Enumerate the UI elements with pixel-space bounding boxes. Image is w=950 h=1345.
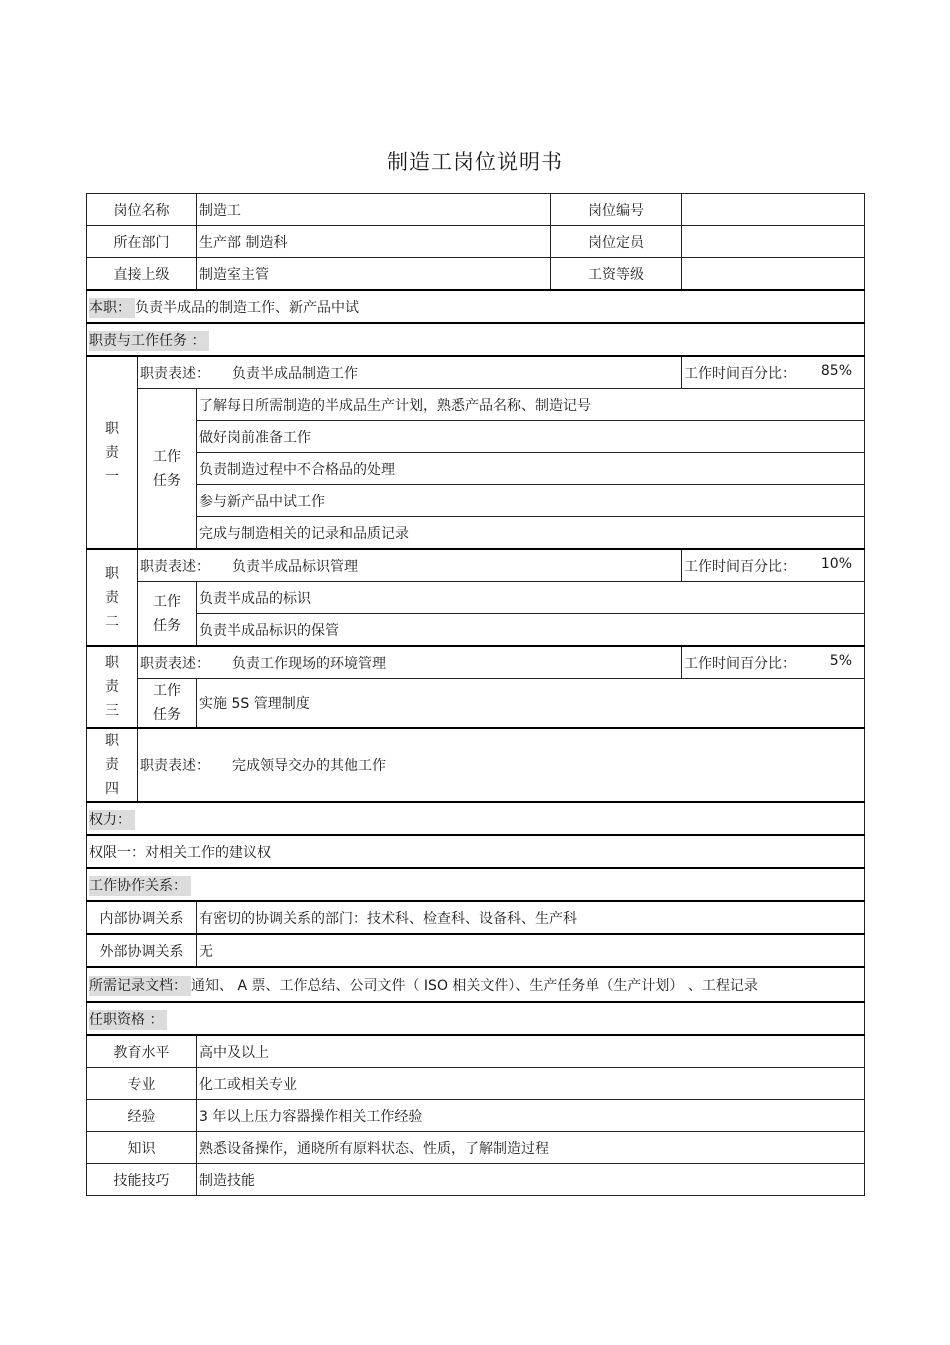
- qualification-row: [87, 1035, 865, 1068]
- internal-relations-label: 内部协调关系: [87, 901, 197, 934]
- desc-label: 职责表述：: [140, 365, 210, 382]
- duty-1-pct: 85%: [820, 362, 852, 379]
- duty-1-task-3: 负责制造过程中不合格品的处理: [197, 453, 865, 485]
- main-duty-label: 本职：: [89, 298, 135, 318]
- skills-value: 制造技能: [197, 1164, 865, 1196]
- job-description-form: [86, 193, 864, 1196]
- duty-1-task-1: 了解每日所需制造的半成品生产计划，熟悉产品名称、制造记号: [197, 389, 865, 421]
- duty-3-task-label: 工作 任务: [138, 679, 197, 729]
- skills-label: 技能技巧: [87, 1164, 197, 1196]
- duty-2-task-row: [87, 582, 865, 614]
- row-relations-header: [87, 868, 865, 901]
- duty-2-desc-row: 职 责 二 职责表述： 负责半成品标识管理 工作时间百分比： 10%: [87, 549, 865, 582]
- row-qualification-header: [87, 1002, 865, 1035]
- duty-3-task-row: [87, 679, 865, 729]
- row-authority-1: [87, 835, 865, 868]
- records-label: 所需记录文档：: [89, 976, 191, 996]
- records-value: 通知、 A 票、工作总结、公司文件（ ISO 相关文件）、生产任务单（生产计划） 、工程记录: [191, 977, 758, 994]
- supervisor-value: 制造室主管: [197, 258, 551, 291]
- internal-relations-value: 有密切的协调关系的部门：技术科、检查科、设备科、生产科: [197, 901, 865, 934]
- duty-3-pct: 5%: [829, 652, 852, 669]
- duty-4-label: 职 责 四: [87, 728, 138, 802]
- row-supervisor: [87, 258, 865, 291]
- qualification-row: [87, 1132, 865, 1164]
- duty-1-task-2: 做好岗前准备工作: [197, 421, 865, 453]
- page-title: 制造工岗位说明书: [387, 150, 563, 174]
- duty-4-desc: 完成领导交办的其他工作: [232, 758, 386, 774]
- time-pct-label: 工作时间百分比：: [684, 365, 796, 382]
- relations-header: 工作协作关系：: [89, 876, 191, 896]
- duty-1-task-label: 工作 任务: [138, 389, 197, 550]
- department-value: 生产部 制造科: [197, 226, 551, 258]
- duty-2-desc: 负责半成品标识管理: [232, 558, 358, 575]
- salary-grade-label: 工资等级: [551, 258, 682, 291]
- job-table: [86, 193, 865, 1196]
- duty-2-task-label: 工作 任务: [138, 582, 197, 647]
- duty-1-task-row: [87, 453, 865, 485]
- row-internal-relations: [87, 901, 865, 934]
- qualification-row: [87, 1068, 865, 1100]
- post-name-label: 岗位名称: [87, 194, 197, 226]
- post-code-value: [682, 194, 865, 226]
- education-value: 高中及以上: [197, 1035, 865, 1068]
- duty-2-pct: 10%: [820, 555, 852, 572]
- authority-1-label: 权限一：: [89, 844, 145, 861]
- authority-header: 权力：: [89, 810, 135, 830]
- qualification-header: 任职资格 ：: [89, 1010, 167, 1030]
- main-duty-value: 负责半成品的制造工作、新产品中试: [135, 299, 359, 316]
- post-name-value: 制造工: [197, 194, 551, 226]
- duty-1-task-row: [87, 421, 865, 453]
- duty-1-label: 职 责 一: [87, 356, 138, 549]
- row-main-duty: [87, 290, 865, 323]
- department-label: 所在部门: [87, 226, 197, 258]
- duty-2-task-1: 负责半成品的标识: [197, 582, 865, 614]
- duty-2-label: 职 责 二: [87, 549, 138, 646]
- major-value: 化工或相关专业: [197, 1068, 865, 1100]
- duty-4-row: 职 责 四 职责表述： 完成领导交办的其他工作: [87, 728, 865, 802]
- post-code-label: 岗位编号: [551, 194, 682, 226]
- duty-1-task-4: 参与新产品中试工作: [197, 485, 865, 517]
- duty-3-desc: 负责工作现场的环境管理: [232, 655, 386, 672]
- experience-value: 3 年以上压力容器操作相关工作经验: [197, 1100, 865, 1132]
- duty-1-task-row: [87, 517, 865, 550]
- row-duties-header: [87, 323, 865, 356]
- row-post-name: [87, 194, 865, 226]
- authority-1-value: 对相关工作的建议权: [145, 844, 271, 861]
- duty-3-desc-row: 职 责 三 职责表述： 负责工作现场的环境管理 工作时间百分比： 5%: [87, 646, 865, 679]
- external-relations-label: 外部协调关系: [87, 934, 197, 967]
- major-label: 专业: [87, 1068, 197, 1100]
- duty-1-task-row: [87, 485, 865, 517]
- salary-grade-value: [682, 258, 865, 291]
- quota-value: [682, 226, 865, 258]
- duty-3-label: 职 责 三: [87, 646, 138, 728]
- duty-1-desc-row: [87, 356, 865, 389]
- supervisor-label: 直接上级: [87, 258, 197, 291]
- row-department: [87, 226, 865, 258]
- duties-header: 职责与工作任务 ：: [89, 331, 209, 351]
- duty-3-task-1: 实施 5S 管理制度: [197, 679, 865, 729]
- duty-2-task-2: 负责半成品标识的保管: [197, 614, 865, 647]
- row-external-relations: [87, 934, 865, 967]
- row-authority-header: [87, 802, 865, 835]
- education-label: 教育水平: [87, 1035, 197, 1068]
- duty-1-desc: 负责半成品制造工作: [232, 365, 358, 382]
- qualification-row: [87, 1100, 865, 1132]
- row-records: [87, 967, 865, 1002]
- duty-1-task-row: [87, 389, 865, 421]
- duty-2-task-row: [87, 614, 865, 647]
- quota-label: 岗位定员: [551, 226, 682, 258]
- qualification-row: [87, 1164, 865, 1196]
- experience-label: 经验: [87, 1100, 197, 1132]
- knowledge-value: 熟悉设备操作，通晓所有原料状态、性质，了解制造过程: [197, 1132, 865, 1164]
- duty-1-task-5: 完成与制造相关的记录和品质记录: [197, 517, 865, 550]
- knowledge-label: 知识: [87, 1132, 197, 1164]
- external-relations-value: 无: [197, 934, 865, 967]
